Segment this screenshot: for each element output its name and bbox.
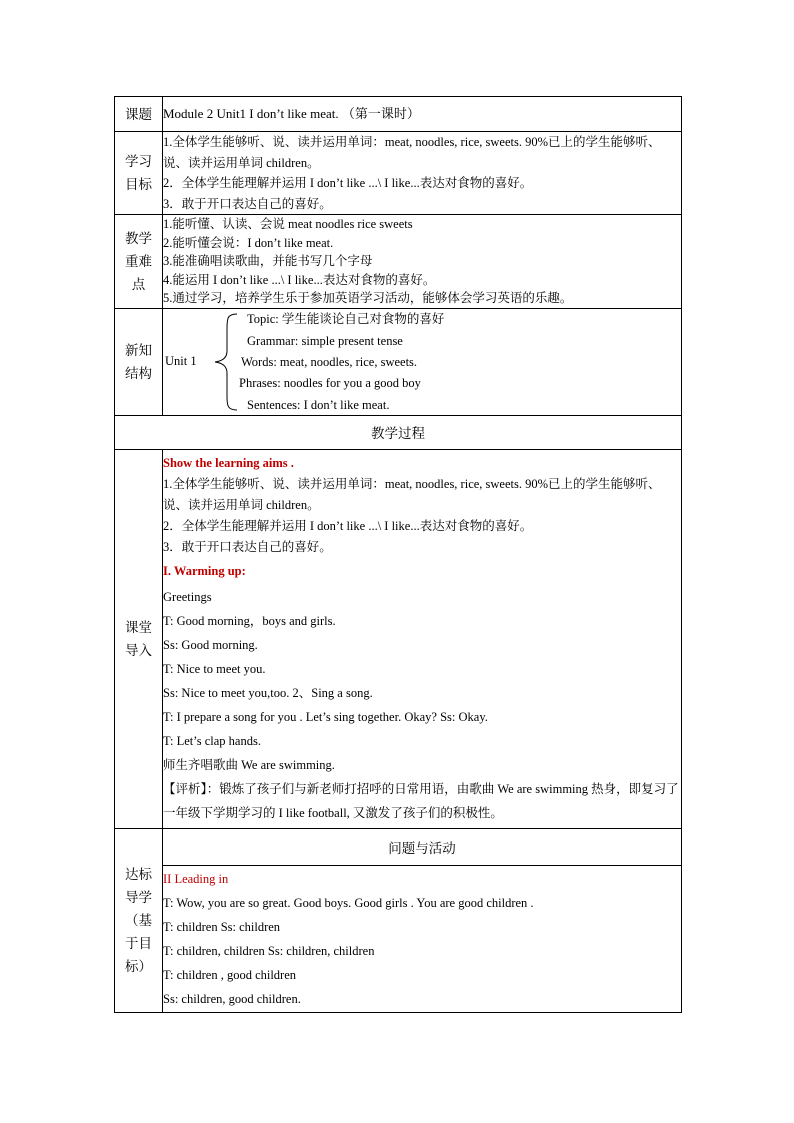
leading-line: Ss: children, good children. bbox=[163, 991, 301, 1006]
objective-line: 3．敢于开口表达自己的喜好。 bbox=[163, 196, 332, 211]
curly-brace-icon bbox=[213, 311, 239, 413]
key-point-line: 5.通过学习，培养学生乐于参加英语学习活动，能够体会学习英语的乐趣。 bbox=[163, 291, 573, 305]
key-points-row bbox=[115, 215, 682, 309]
key-point-line: 1.能听懂、认读、会说 meat noodles rice sweets bbox=[163, 217, 413, 231]
target-label: 达标 导学 （基 于目 标） bbox=[115, 828, 163, 1012]
aims-heading: Show the learning aims . bbox=[163, 455, 294, 470]
dialog-line: Ss: Nice to meet you,too. 2、Sing a song. bbox=[163, 685, 373, 700]
key-point-line: 4.能运用 I don’t like ...\ I like...表达对食物的喜好。 bbox=[163, 272, 436, 287]
objectives-row bbox=[115, 132, 682, 215]
leading-line: T: children, children Ss: children, children bbox=[163, 943, 375, 958]
intro-content bbox=[163, 449, 682, 828]
comment-text: 【评析】：锻炼了孩子们与新老师打招呼的日常用语，由歌曲 We are swimming 热身，即复习了一年级下学期学习的 I like football, 又激发了孩子们的积极性。 bbox=[163, 781, 679, 820]
structure-words: Words: meat, noodles, rice, sweets. bbox=[241, 354, 418, 369]
aim-line: 3．敢于开口表达自己的喜好。 bbox=[163, 539, 332, 554]
target-content-row bbox=[115, 865, 682, 1012]
activities-header: 问题与活动 bbox=[163, 828, 682, 865]
key-points-content bbox=[163, 215, 682, 309]
dialog-line: 师生齐唱歌曲 We are swimming. bbox=[163, 757, 335, 772]
dialog-line: T: Nice to meet you. bbox=[163, 661, 266, 676]
leading-line: T: children Ss: children bbox=[163, 919, 281, 934]
key-points-label: 教学 重难 点 bbox=[115, 215, 163, 309]
structure-topic: Topic: 学生能谈论自己对食物的喜好 bbox=[247, 311, 445, 326]
dialog-line: Ss: Good morning. bbox=[163, 637, 258, 652]
warmup-heading: I. Warming up: bbox=[163, 563, 246, 578]
dialog-line: T: Let’s clap hands. bbox=[163, 733, 261, 748]
lesson-title: Module 2 Unit1 I don’t like meat. （第一课时） bbox=[163, 97, 682, 132]
key-point-line: 3.能准确唱读歌曲，并能书写几个字母 bbox=[163, 254, 373, 268]
target-row bbox=[115, 828, 682, 865]
structure-unit: Unit 1 bbox=[165, 353, 197, 368]
structure-sentences: Sentences: I don’t like meat. bbox=[247, 397, 390, 412]
structure-phrases: Phrases: noodles for you a good boy bbox=[239, 375, 421, 390]
title-label: 课题 bbox=[115, 97, 163, 132]
intro-row bbox=[115, 449, 682, 828]
target-content bbox=[163, 865, 682, 1012]
leading-line: T: Wow, you are so great. Good boys. Good girls . You are good children . bbox=[163, 895, 534, 910]
objective-line: 2．全体学生能理解并运用 I don’t like ...\ I like...表达对食物的喜好。 bbox=[163, 176, 533, 190]
leading-line: T: children , good children bbox=[163, 967, 297, 982]
leading-in-heading: II Leading in bbox=[163, 871, 229, 886]
objectives-label: 学习 目标 bbox=[115, 132, 163, 215]
process-header-row bbox=[115, 415, 682, 449]
structure-grammar: Grammar: simple present tense bbox=[247, 333, 403, 348]
key-point-line: 2.能听懂会说：I don’t like meat. bbox=[163, 235, 334, 250]
lesson-plan-table bbox=[114, 96, 682, 1013]
aim-line: 2．全体学生能理解并运用 I don’t like ...\ I like...表达对食物的喜好。 bbox=[163, 518, 533, 533]
dialog-line: T: Good morning，boys and girls. bbox=[163, 613, 336, 628]
structure-content bbox=[163, 308, 682, 415]
dialog-line: Greetings bbox=[163, 589, 212, 604]
intro-label: 课堂 导入 bbox=[115, 449, 163, 828]
objectives-content bbox=[163, 132, 682, 215]
structure-row bbox=[115, 308, 682, 415]
process-header: 教学过程 bbox=[115, 415, 682, 449]
dialog-line: T: I prepare a song for you . Let’s sing together. Okay? Ss: Okay. bbox=[163, 709, 488, 724]
objective-line: 1.全体学生能够听、说、读并运用单词：meat, noodles, rice, sweets. 90%已上的学生能够听、说、读并运用单词 children。 bbox=[163, 135, 661, 170]
aim-line: 1.全体学生能够听、说、读并运用单词：meat, noodles, rice, sweets. 90%已上的学生能够听、说、读并运用单词 children。 bbox=[163, 476, 661, 512]
title-row bbox=[115, 97, 682, 132]
structure-label: 新知 结构 bbox=[115, 308, 163, 415]
structure-diagram bbox=[163, 309, 681, 415]
